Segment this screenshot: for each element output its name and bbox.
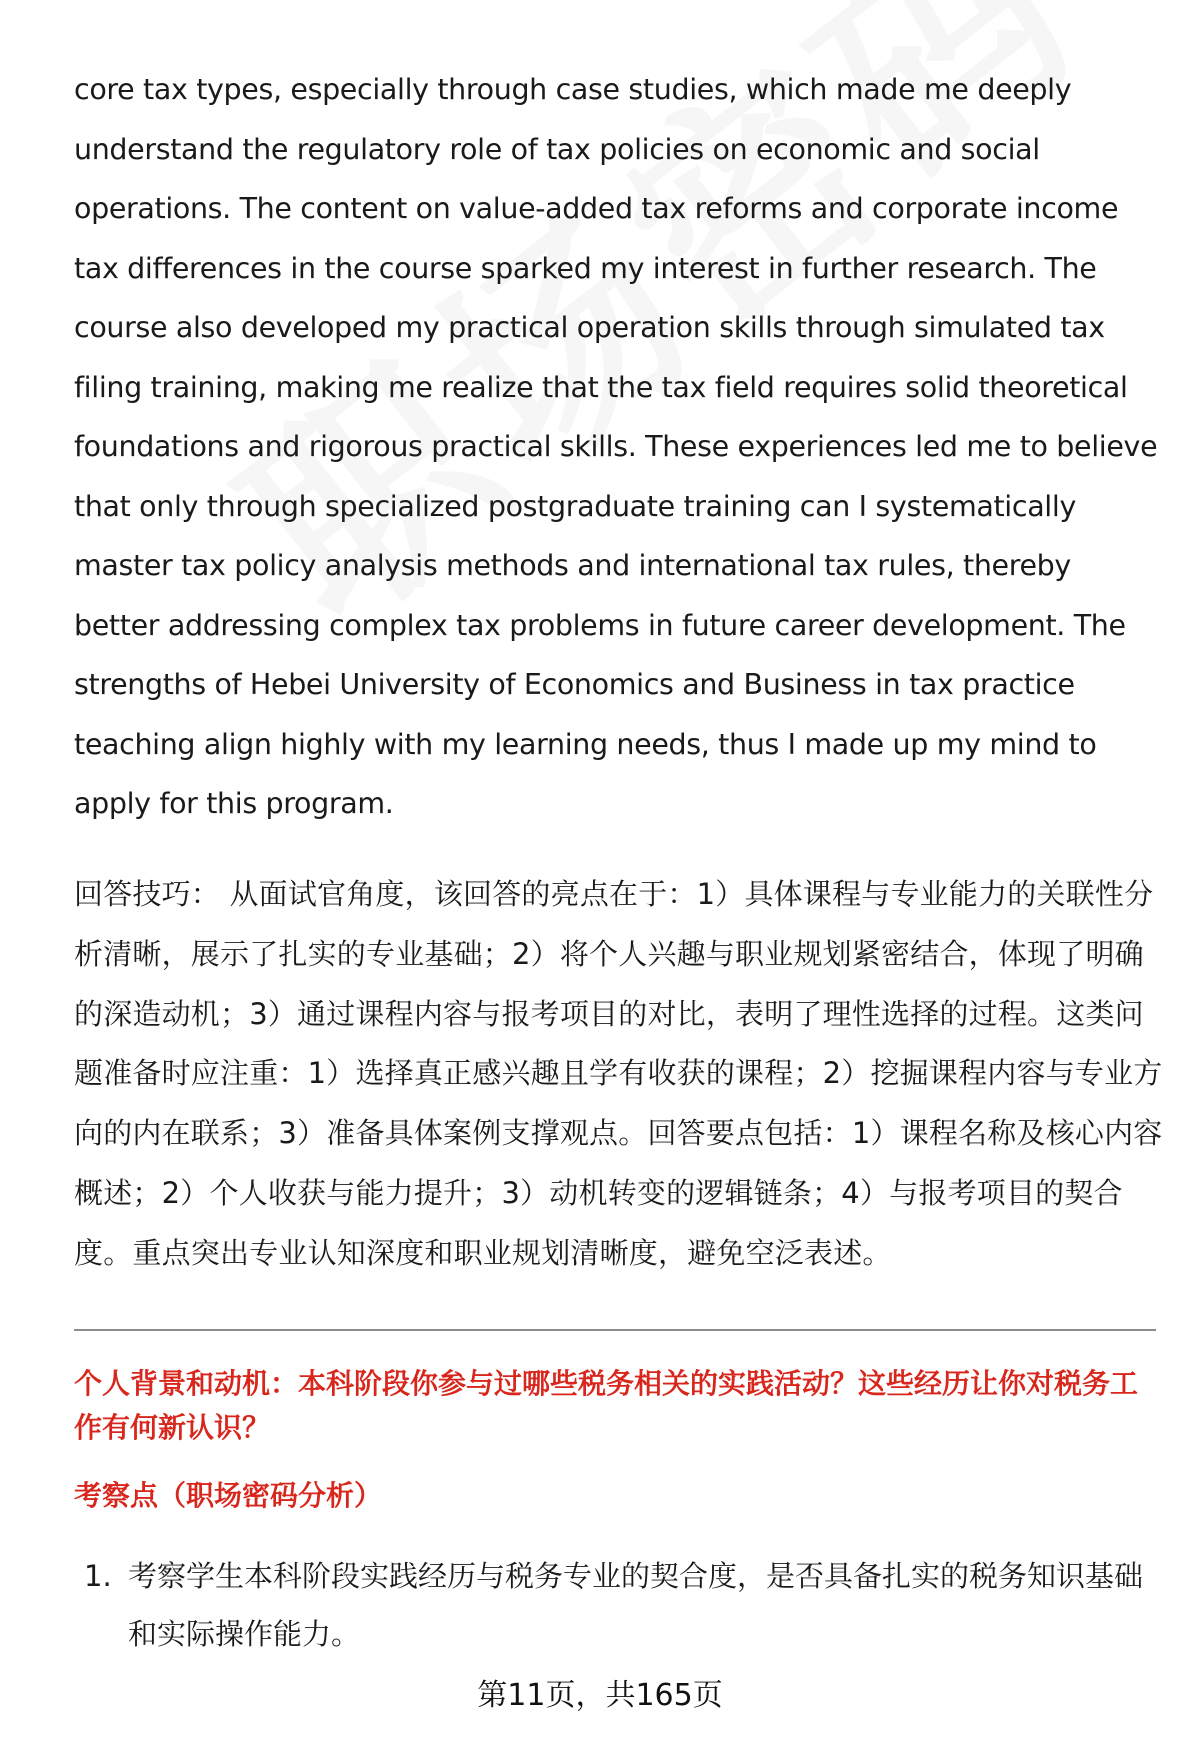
answer-paragraph: core tax types, especially through case studies, which made me deeply understand the regulatory role of tax policies on economic and social operations. The content on value-added tax reforms and corporate income tax differences in the course sparked my interest in further research. The course also developed my practical operation skills through simulated tax filing training, making me realize that the tax field requires solid theoretical foundations and rigorous practical skills. These experiences led me to believe that only through specialized postgraduate training can I systematically master tax policy analysis methods and international tax rules, thereby better addressing complex tax problems in future career development. The strengths of Hebei University of Economics and Business in tax practice teaching align highly with my learning needs, thus I made up my mind to apply for this program. bbox=[74, 73, 1158, 820]
list-item bbox=[74, 1547, 1164, 1663]
assessment-points-list bbox=[74, 1547, 1164, 1663]
answer-tips-paragraph: 回答技巧： 从面试官角度，该回答的亮点在于：1）具体课程与专业能力的关联性分析清晰，展示了扎实的专业基础；2）将个人兴趣与职业规划紧密结合，体现了明确的深造动机；3）通过课程内容与报考项目的对比，表明了理性选择的过程。这类问题准备时应注重：1）选择真正感兴趣且学有收获的课程；2）挖掘课程内容与专业方向的内在联系；3）准备具体案例支撑观点。回答要点包括：1）课程名称及核心内容概述；2）个人收获与能力提升；3）动机转变的逻辑链条；4）与报考项目的契合度。重点突出专业认知深度和职业规划清晰度，避免空泛表述。 bbox=[74, 877, 1163, 1270]
section-divider bbox=[74, 1329, 1156, 1331]
assessment-subheading: 考察点（职场密码分析） bbox=[74, 1479, 383, 1512]
list-item-number: 1. bbox=[84, 1559, 112, 1593]
question-heading: 个人背景和动机：本科阶段你参与过哪些税务相关的实践活动？这些经历让你对税务工作有何新认识？ bbox=[74, 1367, 1139, 1444]
page-number-footer: 第11页，共165页 bbox=[477, 1678, 723, 1713]
list-item-text: 考察学生本科阶段实践经历与税务专业的契合度，是否具备扎实的税务知识基础和实际操作能力。 bbox=[128, 1559, 1144, 1651]
